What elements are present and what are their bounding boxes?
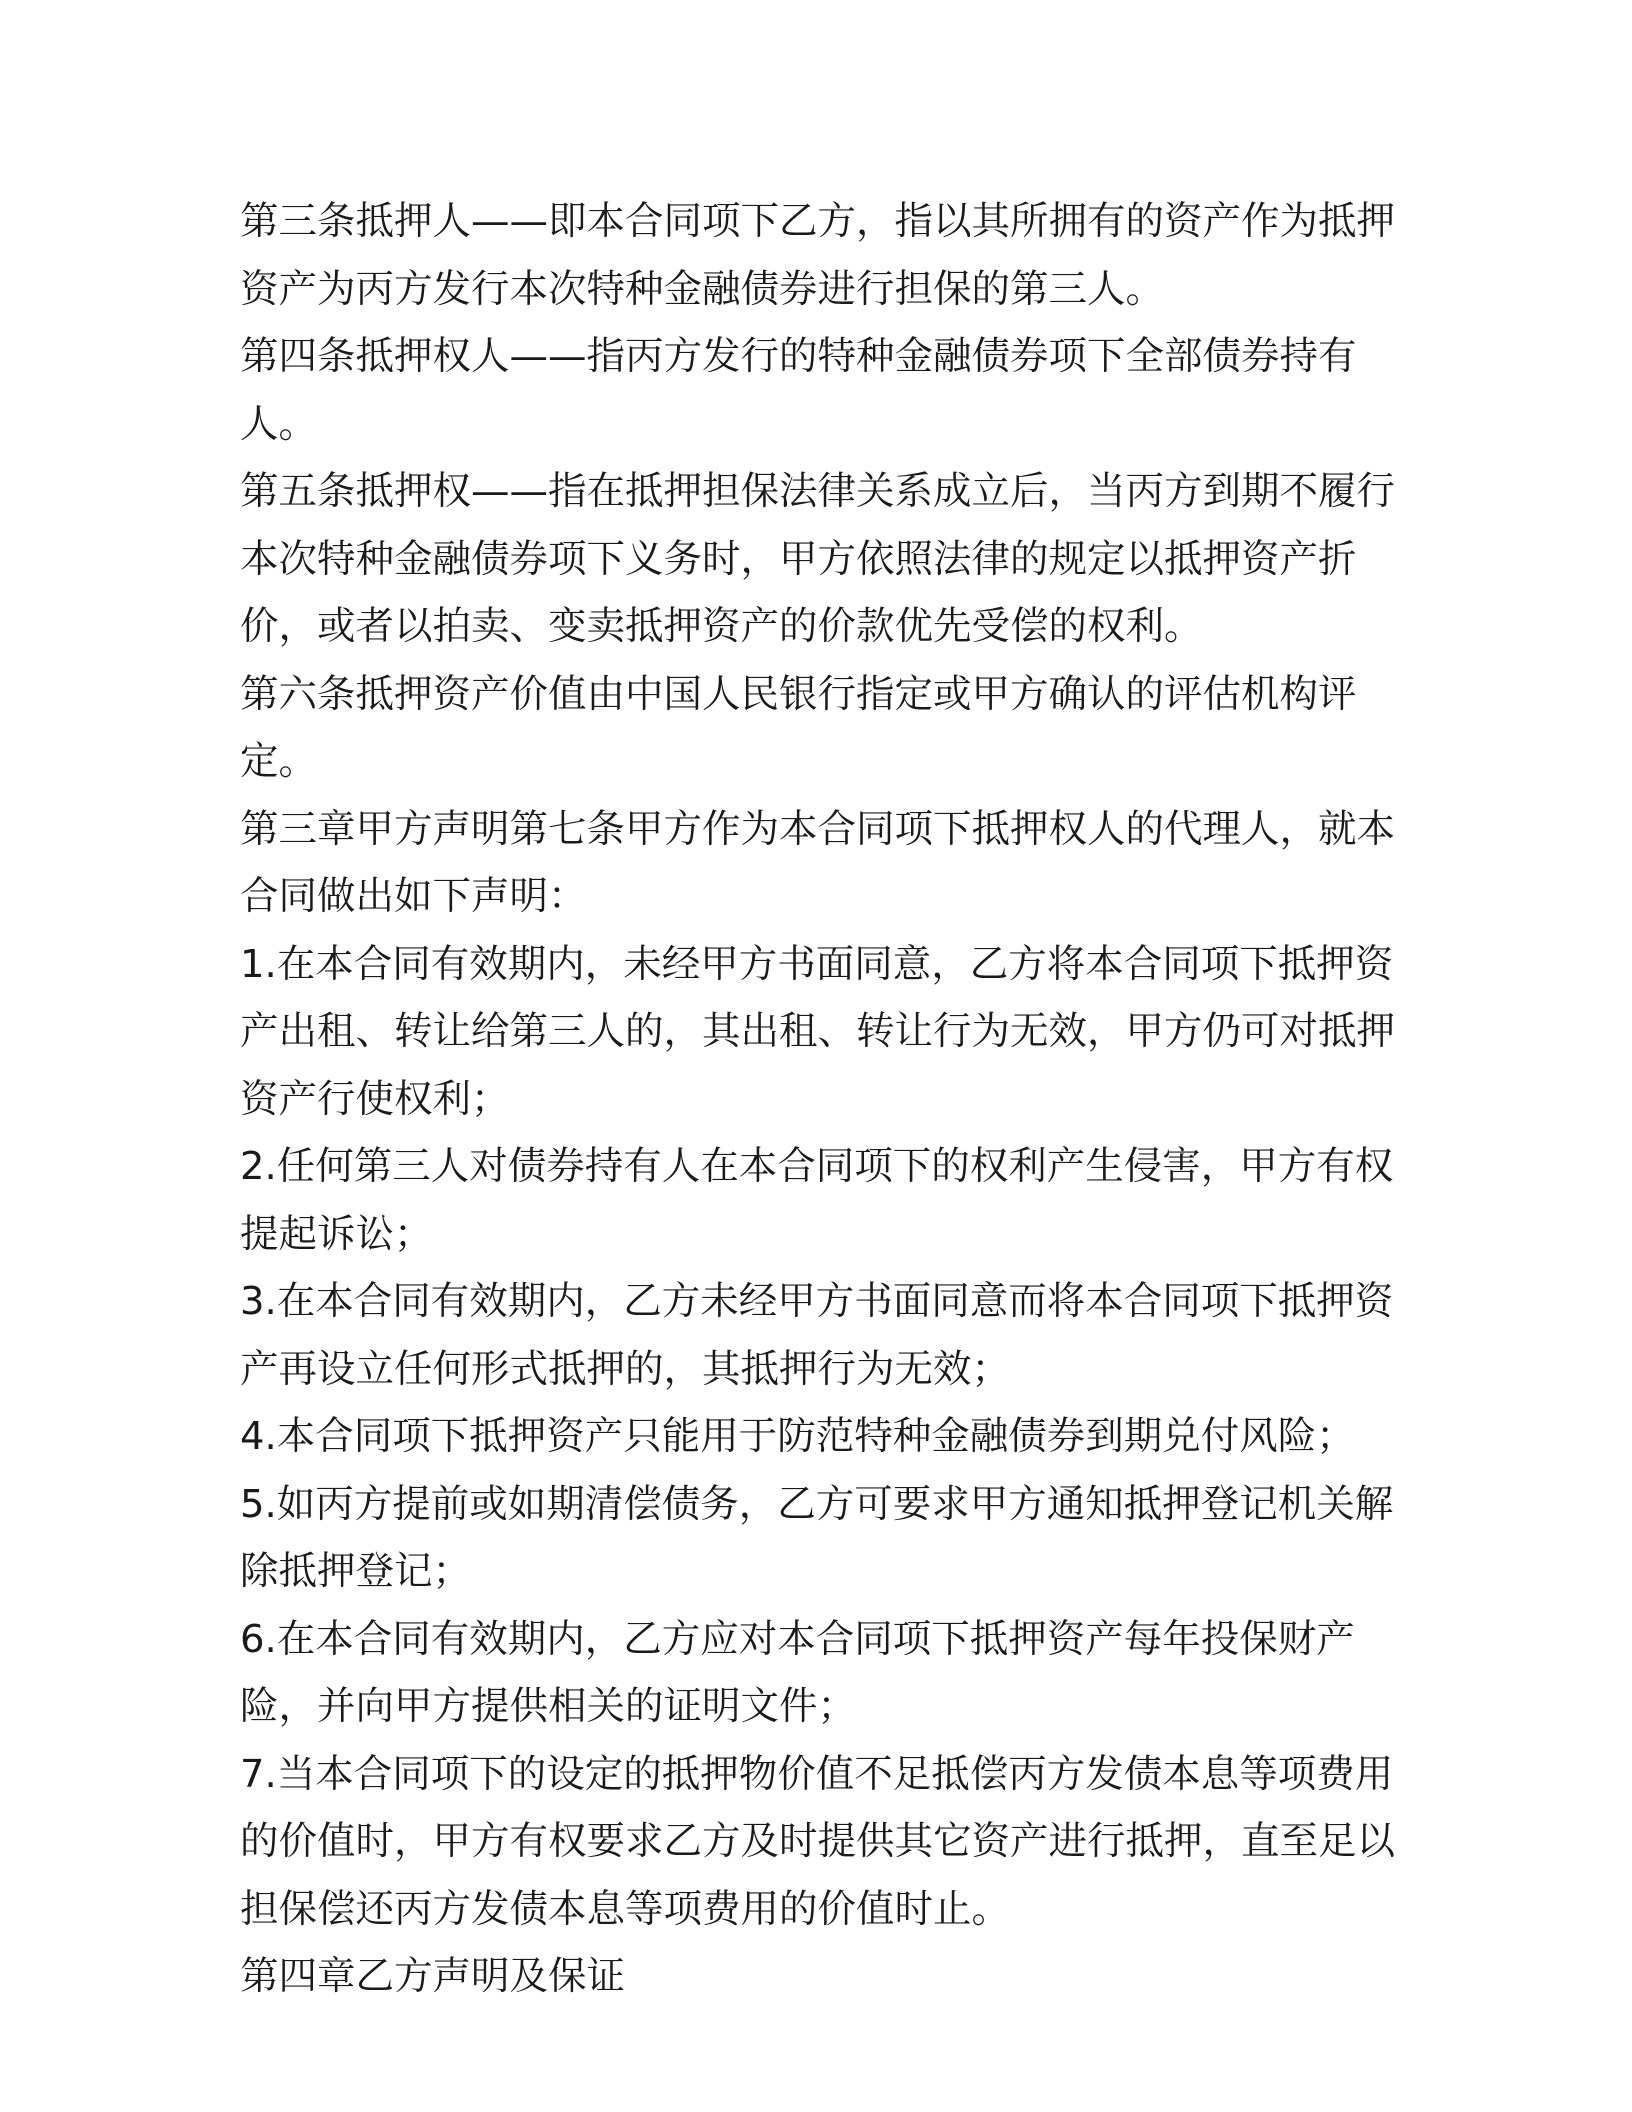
declaration-item-3: 3.在本合同有效期内，乙方未经甲方书面同意而将本合同项下抵押资产再设立任何形式抵押的，其抵押行为无效； <box>240 1279 1394 1392</box>
article-6-paragraph: 第六条抵押资产价值由中国人民银行指定或甲方确认的评估机构评定。 <box>240 671 1357 784</box>
declaration-item-5: 5.如丙方提前或如期清偿债务，乙方可要求甲方通知抵押登记机关解除抵押登记； <box>240 1481 1394 1594</box>
chapter-4-heading: 第四章乙方声明及保证 <box>240 1954 626 1999</box>
article-4-paragraph: 第四条抵押权人——指丙方发行的特种金融债券项下全部债券持有人。 <box>240 334 1357 447</box>
declaration-item-1: 1.在本合同有效期内，未经甲方书面同意，乙方将本合同项下抵押资产出租、转让给第三人的，其出租、转让行为无效，甲方仍可对抵押资产行使权利； <box>240 941 1396 1122</box>
document-body <box>240 188 1400 2011</box>
article-3-paragraph: 第三条抵押人——即本合同项下乙方，指以其所拥有的资产作为抵押资产为丙方发行本次特种金融债券进行担保的第三人。 <box>240 199 1396 312</box>
declaration-item-2: 2.任何第三人对债券持有人在本合同项下的权利产生侵害，甲方有权提起诉讼； <box>240 1144 1394 1257</box>
chapter-3-article-7-paragraph: 第三章甲方声明第七条甲方作为本合同项下抵押权人的代理人，就本合同做出如下声明： <box>240 806 1396 919</box>
declaration-item-7: 7.当本合同项下的设定的抵押物价值不足抵偿丙方发债本息等项费用的价值时，甲方有权要求乙方及时提供其它资产进行抵押，直至足以担保偿还丙方发债本息等项费用的价值时止。 <box>240 1751 1396 1932</box>
declaration-item-4: 4.本合同项下抵押资产只能用于防范特种金融债券到期兑付风险； <box>240 1414 1355 1459</box>
declaration-item-6: 6.在本合同有效期内，乙方应对本合同项下抵押资产每年投保财产险，并向甲方提供相关的证明文件； <box>240 1616 1355 1729</box>
article-5-paragraph: 第五条抵押权——指在抵押担保法律关系成立后，当丙方到期不履行本次特种金融债券项下义务时，甲方依照法律的规定以抵押资产折价，或者以拍卖、变卖抵押资产的价款优先受偿的权利。 <box>240 469 1396 649</box>
